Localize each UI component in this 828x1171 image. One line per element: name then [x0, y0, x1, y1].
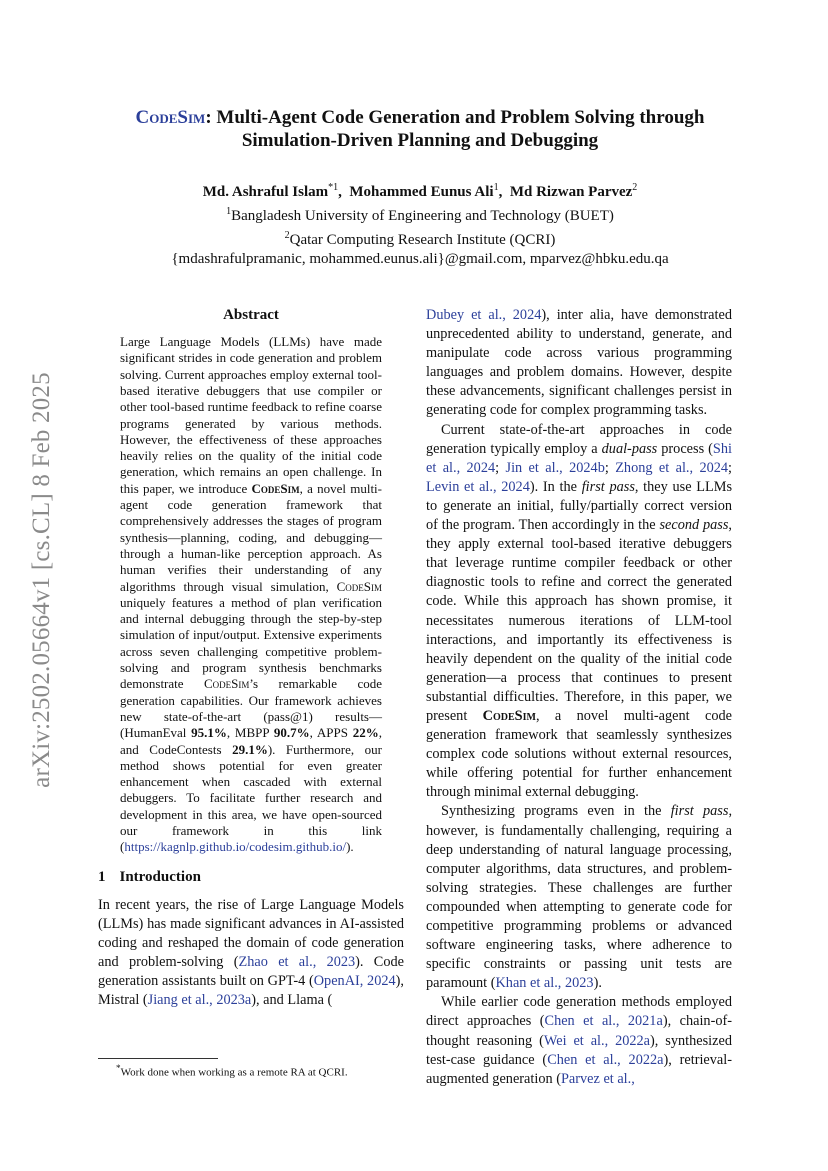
affiliation-1 — [90, 202, 750, 226]
abstract-heading: Abstract — [223, 307, 279, 323]
author-2-mark: 1 — [493, 182, 499, 193]
author-1-mark: *1 — [328, 182, 339, 193]
citation-link[interactable]: Zhao et al., 2023 — [238, 953, 356, 970]
project-link[interactable]: https://kagnlp.github.io/codesim.github.io/ — [124, 839, 347, 855]
footnote-rule — [98, 1058, 218, 1059]
affiliation-2 — [90, 226, 750, 250]
citation-link[interactable]: OpenAI, 2024 — [313, 973, 396, 990]
right-column — [426, 306, 732, 1089]
affiliation-1-mark: 1 — [226, 206, 232, 217]
citation-link[interactable]: Khan et al., 2023 — [495, 975, 594, 992]
footnote-text: *Work done when working as a remote RA at QCRI. — [116, 1063, 348, 1079]
citation-link[interactable]: Levin et al., 2024 — [426, 478, 530, 495]
citation-link[interactable]: Chen et al., 2022a — [547, 1051, 664, 1068]
author-3: Md Rizwan Parvez — [509, 184, 633, 200]
affiliation-1-text: Bangladesh University of Engineering and Technology (BUET) — [231, 208, 614, 224]
left-column — [98, 306, 404, 1010]
author-1: Md. Ashraful Islam — [202, 184, 329, 200]
intro-paragraph-1: In recent years, the rise of Large Language Models (LLMs) has made significant advances in AI-assisted coding and reshaped the domain of code generation and problem-solving (Zhao et al., 2023). Code generation assistants built on GPT-4 (OpenAI, 2024), Mistral (Jiang et al., 2023a), and Llama ( — [98, 896, 404, 1009]
citation-link[interactable]: Zhong et al., 2024 — [615, 459, 729, 476]
intro-paragraph-3: Synthesizing programs even in the first pass, however, is fundamentally challenging, requiring a deep understanding of natural language processing, computer algorithms, data structures, and problem-solving strategies. These challenges are further compounded when attempting to generate code for competitive programming problems or advanced software engineering tasks, where adherence to specific constraints or passing unit tests are paramount (Khan et al., 2023). — [426, 803, 733, 992]
citation-link[interactable]: Jin et al., 2024b — [505, 459, 605, 476]
intro-paragraph-2: Current state-of-the-art approaches in code generation typically employ a dual-pass process (Shi et al., 2024; Jin et al., 2024b; Zhong et al., 2024; Levin et al., 2024). In the first pass, they use LLMs to generate an initial, fully/partially correct version of the program. Then accordingly in the second pass, they apply external tool-based iterative debuggers that leverage runtime compiler feedback or other diagnostic tools to refine and correct the generated code. While this approach has shown promise, it necessitates numerous iterations of LLM-tool interactions, and importantly its effectiveness is heavily dependent on the quality of the initial code generation—a process that continues to present substantial difficulties. Therefore, in this paper, we present CodeSim, a novel multi-agent code generation framework that seamlessly synthesizes complex code solutions without external resources, while offering potential for further enhancement through minimal external debugging. — [426, 421, 733, 801]
author-names: Md. Ashraful Islam$^{*1}$, Mohammed Eunus Ali$^1$, Md Rizwan Parvez$^2$ — [202, 182, 638, 200]
footnote — [98, 1058, 404, 1079]
title-line-2: Simulation-Driven Planning and Debugging — [241, 130, 599, 151]
intro-paragraph-4: While earlier code generation methods employed direct approaches (Chen et al., 2021a), chain-of-thought reasoning (Wei et al., 2022a), synthesized test-case guidance (Chen et al., 2022a), retrieval-augmented generation (Parvez et al., — [426, 994, 733, 1087]
citation-link[interactable]: Chen et al., 2021a — [544, 1013, 663, 1030]
affiliation-2-mark: 2 — [284, 230, 290, 241]
citation-link[interactable]: Wei et al., 2022a — [543, 1032, 651, 1049]
affiliation-2-text: Qatar Computing Research Institute (QCRI) — [289, 232, 556, 248]
system-name: CodeSim — [251, 480, 300, 496]
author-3-mark: 2 — [632, 182, 638, 193]
author-emails: {mdashrafulpramanic, mohammed.eunus.ali}@gmail.com, mparvez@hbku.edu.qa — [171, 251, 669, 267]
abstract-text: Large Language Models (LLMs) have made significant strides in code generation and problem solving. Current approaches employ external tool-based iterative debuggers that use compiler or other tool-based runtime feedback to refine coarse programs generated by various methods. However, the effectiveness of these approaches heavily relies on the quality of the initial code generation, which remains an open challenge. In this paper, we introduce CodeSim, a novel multi-agent code generation framework that comprehensively addresses the stages of program synthesis—planning, coding, and debugging—through a human-like perception approach. As human verifies their understanding of any algorithms through visual simulation, CodeSim uniquely features a method of plan verification and internal debugging through the step-by-step simulation of input/output. Extensive experiments across seven challenging competitive problem-solving and program synthesis benchmarks demonstrate CodeSim’s remarkable code generation capabilities. Our framework achieves new state-of-the-art (pass@1) results—(HumanEval 95.1%, MBPP 90.7%, APPS 22%, and CodeContests 29.1%). Furthermore, our method shows potential for even greater enhancement when cascaded with external debuggers. To facilitate further research and development in this area, we have open-sourced our framework in this link (https://kagnlp.github.io/codesim.github.io/). — [120, 334, 383, 855]
arxiv-sidebar — [12, 240, 72, 920]
paper-title — [90, 106, 750, 152]
author-block — [90, 178, 750, 269]
intro-paragraph-1-cont: Dubey et al., 2024), inter alia, have demonstrated unprecedented ability to understand, generate, and manipulate code across various programming languages and problem domains. However, despite these advancements, significant challenges persist in generating code for complex programming tasks. — [426, 307, 732, 419]
citation-link[interactable]: Jiang et al., 2023a — [147, 992, 252, 1009]
section-heading-introduction: 1 Introduction — [98, 868, 201, 885]
author-2: Mohammed Eunus Ali — [349, 184, 494, 200]
title-system-name: CodeSim — [135, 107, 206, 128]
citation-link[interactable]: Parvez et al., — [560, 1070, 635, 1087]
arxiv-identifier: arXiv:2502.05664v1 [cs.CL] 8 Feb 2025 — [28, 372, 55, 788]
citation-link[interactable]: Dubey et al., 2024 — [426, 307, 542, 323]
citation-link[interactable]: Shi et al., 2024 — [426, 440, 732, 476]
title-line-1: : Multi-Agent Code Generation and Problem Solving through — [205, 107, 705, 128]
